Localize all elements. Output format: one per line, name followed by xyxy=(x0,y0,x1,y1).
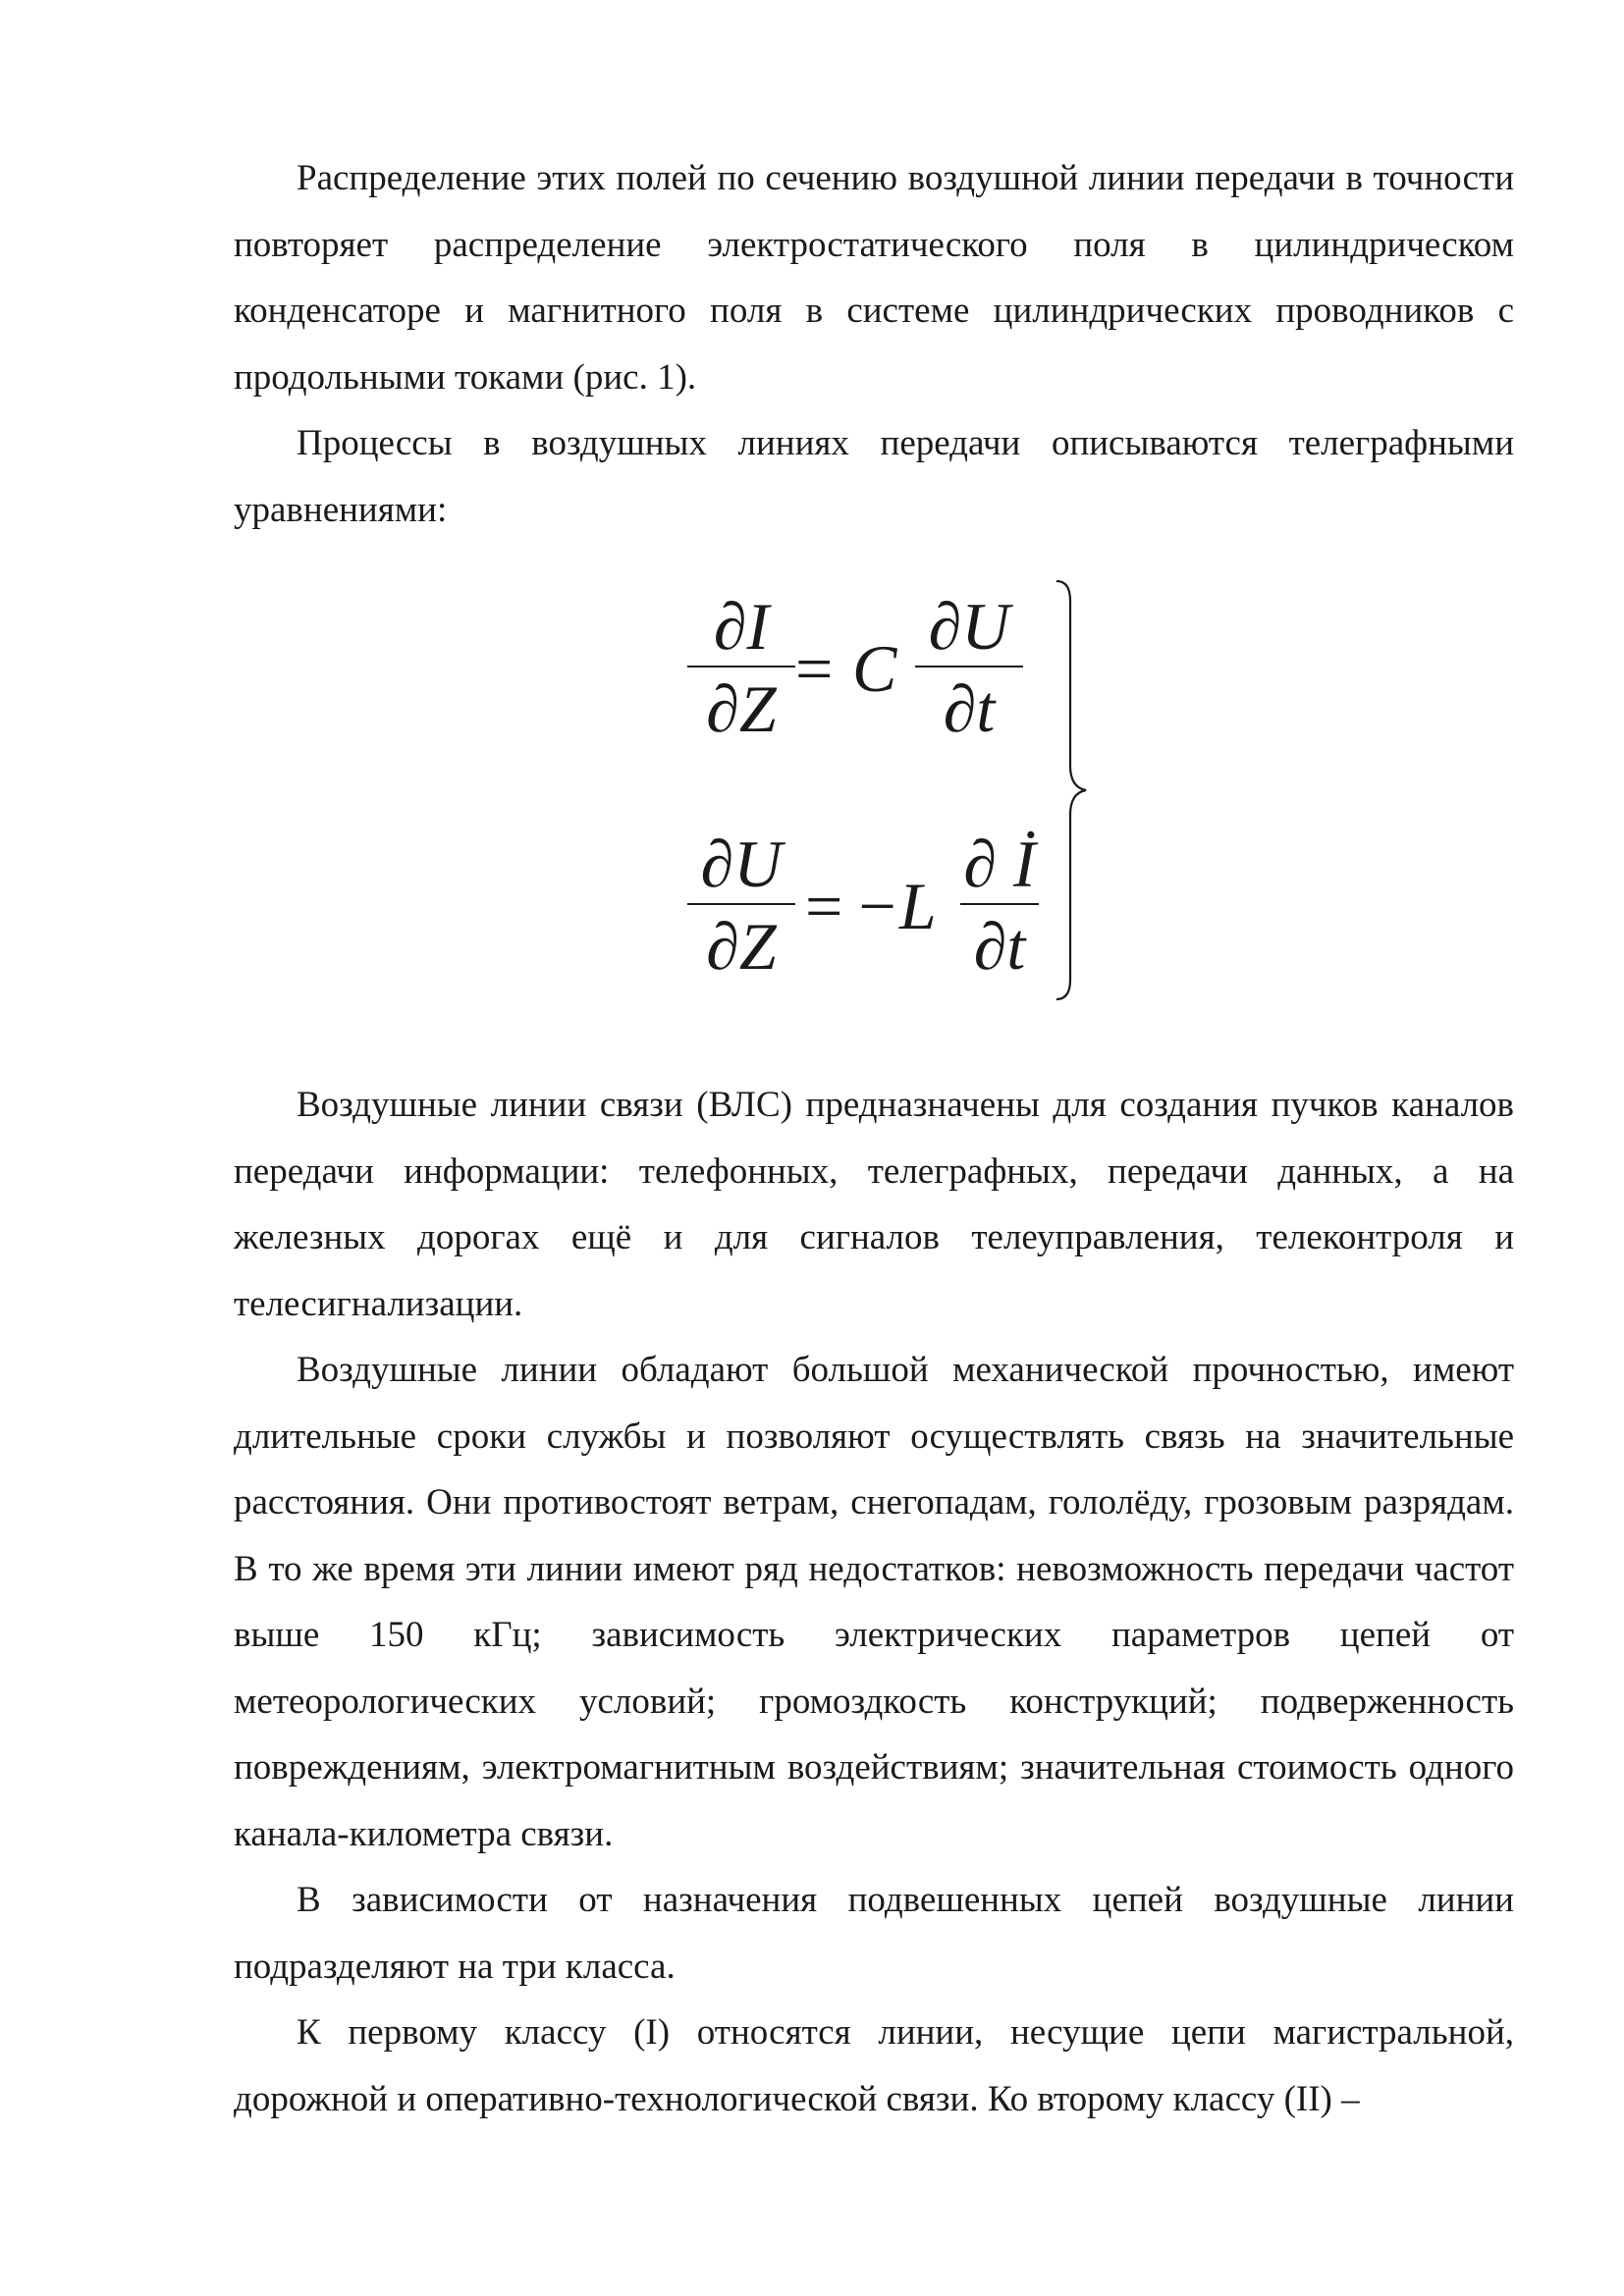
eq2-equals-sign: = xyxy=(805,869,843,943)
paragraph-vls-classes: В зависимости от назначения подвешенных цепей воздушные линии подразделяют на три класса. xyxy=(234,1880,1514,1987)
eq2-rhs-numerator: ∂ İ xyxy=(963,827,1036,901)
eq2-lhs-denominator: ∂Z xyxy=(706,909,777,984)
eq2-rhs-fraction xyxy=(960,825,1039,988)
eq2-coefficient: −L xyxy=(854,869,937,943)
eq1-rhs-denominator: ∂t xyxy=(943,671,996,746)
eq2-lhs-numerator: ∂U xyxy=(700,827,783,901)
paragraph-first-class: К первому классу (I) относятся линии, несущие цепи магистральной, дорожной и оперативно-технологической связи. Ко второму классу (II) – xyxy=(234,2012,1514,2119)
paragraph-field-distribution: Распределение этих полей по сечению воздушной линии передачи в точности повторяет распределение электростатического поля в цилиндрическом конденсаторе и магнитного поля в системе цилиндрических проводников с продольными токами (рис. 1). xyxy=(234,158,1514,398)
paragraph-telegraph-equations-intro: Процессы в воздушных линиях передачи описываются телеграфными уравнениями: xyxy=(234,423,1514,530)
eq1-lhs-fraction xyxy=(687,587,795,750)
text-section-top xyxy=(234,145,1514,543)
eq1-lhs-numerator: ∂I xyxy=(713,589,770,664)
telegraph-equations xyxy=(687,579,1100,1011)
paragraph-vls-purpose: Воздушные линии связи (ВЛС) предназначены для создания пучков каналов передачи информации: телефонных, телеграфных, передачи данных, а на железных дорогах ещё и для сигналов телеуправления, телеконтроля и телесигнализации. xyxy=(234,1085,1514,1324)
text-section-bottom xyxy=(234,1072,1514,2132)
paragraph-vls-properties: Воздушные линии обладают большой механической прочностью, имеют длительные сроки службы и позволяют осуществлять связь на значительные расстояния. Они противостоят ветрам, снегопадам, гололёду, грозовым разрядам. В то же время эти линии имеют ряд недостатков: невозможность передачи частот выше 150 кГц; зависимость электрических параметров цепей от метеорологических условий; громоздкость конструкций; подверженность повреждениям, электромагнитным воздействиям; значительная стоимость одного канала-километра связи. xyxy=(234,1350,1514,1854)
eq1-rhs-fraction xyxy=(915,587,1023,750)
eq1-equals-sign: = xyxy=(795,631,834,706)
right-brace-icon xyxy=(1053,579,1092,1001)
eq1-rhs-numerator: ∂U xyxy=(928,589,1010,664)
eq1-coefficient: C xyxy=(852,631,897,706)
eq2-rhs-denominator: ∂t xyxy=(973,909,1026,984)
eq2-lhs-fraction xyxy=(687,825,795,988)
eq1-lhs-denominator: ∂Z xyxy=(706,671,777,746)
